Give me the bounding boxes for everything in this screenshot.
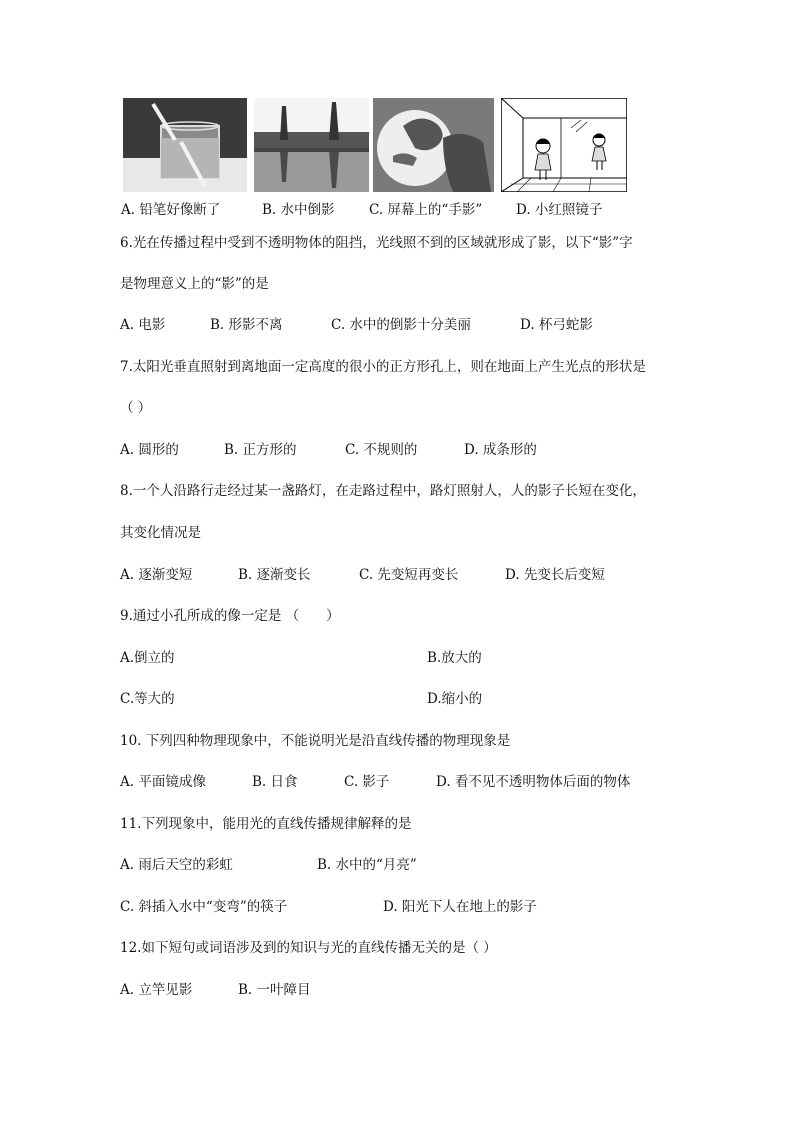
question-6-option-a: A. 电影 bbox=[120, 317, 166, 333]
question-6-option-c: C. 水中的倒影十分美丽 bbox=[331, 317, 471, 333]
question-7-option-b: B. 正方形的 bbox=[224, 442, 297, 458]
question-8-option-d: D. 先变长后变短 bbox=[505, 567, 605, 583]
pencil-in-water-image bbox=[123, 98, 247, 192]
question-7-option-d: D. 成条形的 bbox=[464, 442, 537, 458]
question-8-line-1: 8.一个人沿路行走经过某一盏路灯，在走路过程中，路灯照射人，人的影子长短在变化， bbox=[120, 483, 646, 499]
question-9-option-c: C.等大的 bbox=[120, 691, 175, 707]
question-6-line-2: 是物理意义上的“影”的是 bbox=[120, 276, 269, 292]
caption-b: B. 水中倒影 bbox=[262, 202, 335, 218]
question-9-option-a: A.倒立的 bbox=[120, 650, 175, 666]
question-12-option-a: A. 立竿见影 bbox=[120, 982, 193, 998]
caption-c: C. 屏幕上的“手影” bbox=[369, 202, 483, 218]
question-11-option-c: C. 斜插入水中“变弯”的筷子 bbox=[120, 899, 288, 915]
question-7-option-a: A. 圆形的 bbox=[120, 442, 179, 458]
question-9-line-1: 9.通过小孔所成的像一定是 （ ） bbox=[120, 608, 340, 624]
caption-d: D. 小红照镜子 bbox=[516, 202, 603, 218]
question-10-option-c: C. 影子 bbox=[344, 774, 390, 790]
question-7-line-2: （ ） bbox=[120, 400, 152, 416]
question-6-option-d: D. 杯弓蛇影 bbox=[520, 317, 593, 333]
question-10-line-1: 10. 下列四种物理现象中，不能说明光是沿直线传播的物理现象是 bbox=[120, 733, 511, 749]
question-8-option-c: C. 先变短再变长 bbox=[359, 567, 459, 583]
question-6-option-b: B. 形影不离 bbox=[210, 317, 283, 333]
question-11-option-d: D. 阳光下人在地上的影子 bbox=[383, 899, 537, 915]
girl-mirror-image bbox=[501, 98, 627, 192]
question-10-option-a: A. 平面镜成像 bbox=[120, 774, 206, 790]
question-8-line-2: 其变化情况是 bbox=[120, 525, 201, 541]
question-11-option-a: A. 雨后天空的彩虹 bbox=[120, 857, 233, 873]
question-10-option-d: D. 看不见不透明物体后面的物体 bbox=[436, 774, 631, 790]
water-reflection-image bbox=[254, 98, 369, 192]
question-11-line-1: 11.下列现象中，能用光的直线传播规律解释的是 bbox=[120, 816, 412, 832]
question-6-line-1: 6.光在传播过程中受到不透明物体的阻挡，光线照不到的区域就形成了影，以下“影”字 bbox=[120, 235, 633, 251]
question-12-line-1: 12.如下短句或词语涉及到的知识与光的直线传播无关的是（ ） bbox=[120, 940, 497, 956]
question-10-option-b: B. 日食 bbox=[252, 774, 298, 790]
caption-a: A. 铅笔好像断了 bbox=[121, 202, 221, 218]
question-7-option-c: C. 不规则的 bbox=[345, 442, 418, 458]
question-9-option-b: B.放大的 bbox=[427, 650, 482, 666]
question-8-option-b: B. 逐渐变长 bbox=[238, 567, 311, 583]
question-8-option-a: A. 逐渐变短 bbox=[120, 567, 193, 583]
question-7-line-1: 7.太阳光垂直照射到离地面一定高度的很小的正方形孔上，则在地面上产生光点的形状是 bbox=[120, 359, 646, 375]
hand-shadow-image bbox=[373, 98, 494, 192]
question-11-option-b: B. 水中的“月亮” bbox=[317, 857, 417, 873]
question-9-option-d: D.缩小的 bbox=[427, 691, 483, 707]
question-12-option-b: B. 一叶障目 bbox=[238, 982, 311, 998]
